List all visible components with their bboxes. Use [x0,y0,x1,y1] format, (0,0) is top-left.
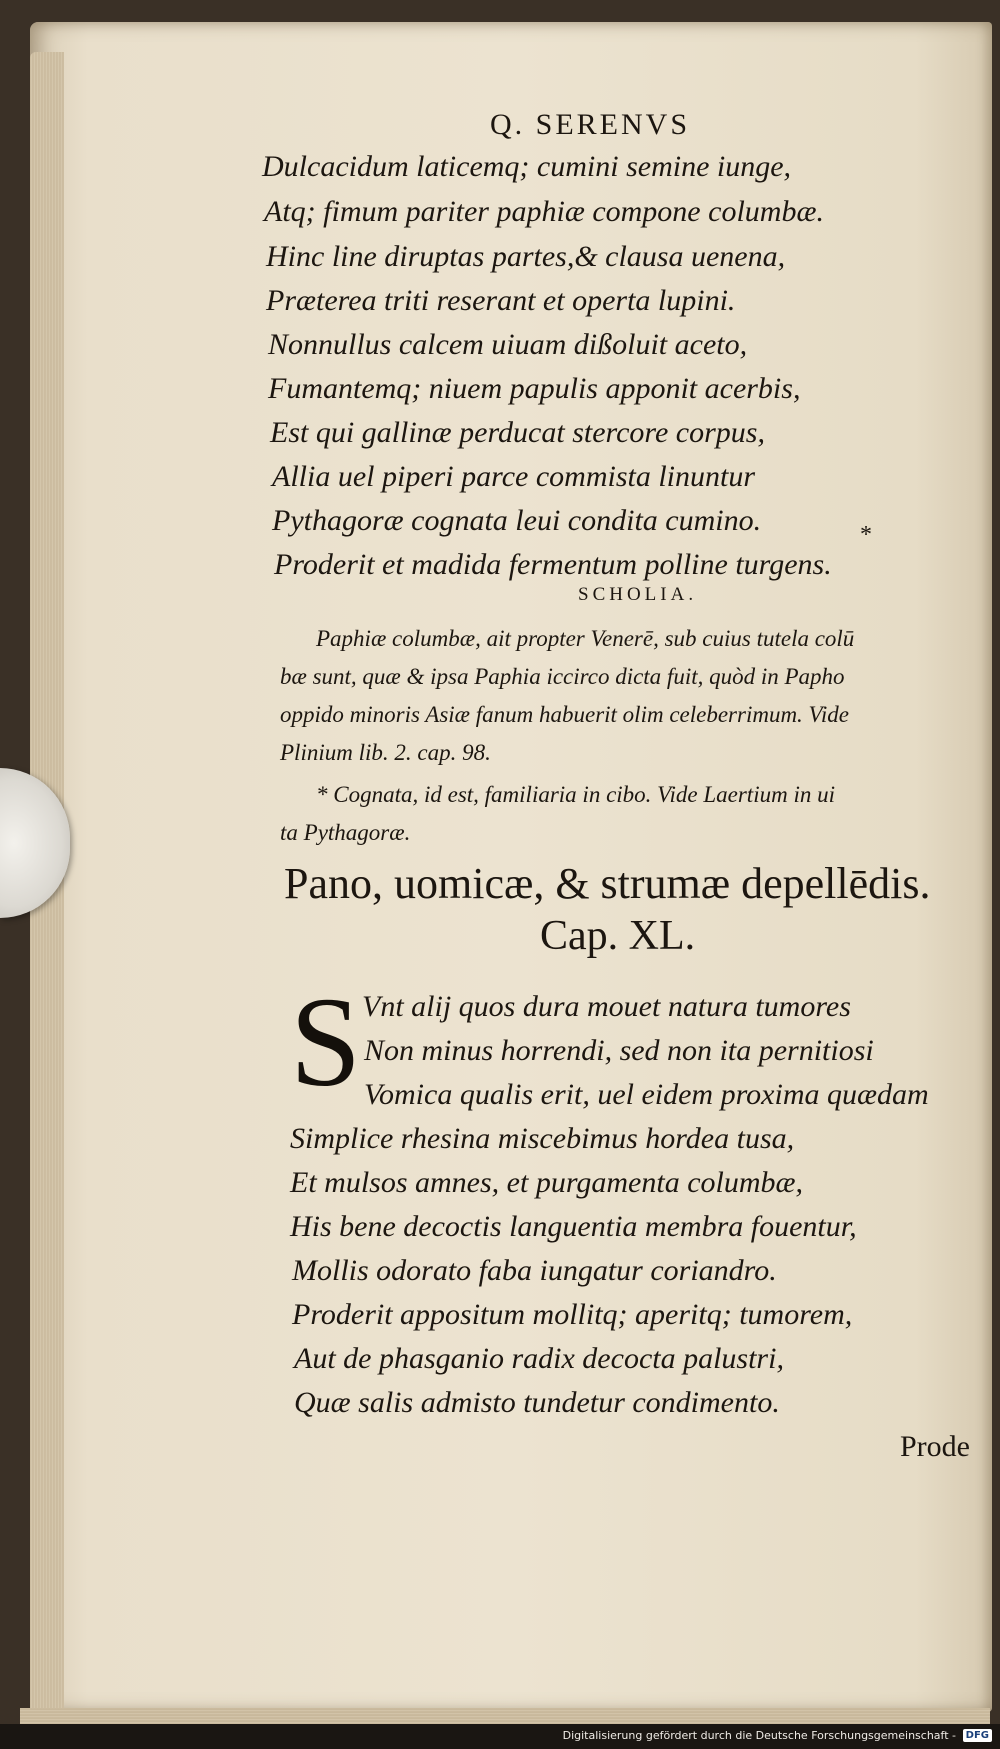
verse-line: Vnt alij quos dura mouet natura tumores [362,990,851,1023]
verse-line: Dulcacidum laticemq; cumini semine iunge, [262,150,792,183]
verse-line: Præterea triti reserant et operta lupini. [266,284,736,317]
chapter-title: Pano, uomicæ, & strumæ depellēdis. [284,859,931,908]
running-header: Q. SERENVS [490,108,691,141]
note-mark: * [860,522,872,548]
verse-line: Quæ salis admisto tundetur condimento. [294,1386,780,1419]
verse-line: Pythagoræ cognata leui condita cumino. [272,504,762,537]
scholia-line: ta Pythagoræ. [280,820,411,845]
verse-line: Non minus horrendi, sed non ita pernitiosi [364,1034,874,1067]
drop-cap-initial: S [290,971,362,1113]
verse-line: Proderit et madida fermentum polline turgens. [274,548,832,581]
scholia-line: bæ sunt, quæ & ipsa Paphia iccirco dicta fuit, quòd in Papho [280,664,845,689]
dfg-logo: DFG [963,1729,992,1742]
verse-line: Fumantemq; niuem papulis apponit acerbis, [268,372,801,405]
digitization-footer [0,1724,1000,1749]
scholia-line: Plinium lib. 2. cap. 98. [280,740,491,765]
verse-line: Proderit appositum mollitq; aperitq; tumorem, [292,1298,853,1331]
scholia-heading: SCHOLIA. [578,584,698,605]
verse-line: Est qui gallinæ perducat stercore corpus, [270,416,765,449]
scholia-line: oppido minoris Asiæ fanum habuerit olim celeberrimum. Vide [280,702,850,727]
verse-line: Nonnullus calcem uiuam dißoluit aceto, [268,328,748,361]
catchword: Prode [900,1430,970,1463]
chapter-number: Cap. XL. [540,913,696,959]
verse-line: Simplice rhesina miscebimus hordea tusa, [290,1122,795,1155]
footer-credit: Digitalisierung gefördert durch die Deutsche Forschungsgemeinschaft - [562,1729,956,1742]
verse-line: Mollis odorato faba iungatur coriandro. [292,1254,777,1287]
scholia-line: Paphiæ columbæ, ait propter Venerē, sub cuius tutela colū [316,626,855,651]
verse-line: Vomica qualis erit, uel eidem proxima quædam [364,1078,929,1111]
verse-line: Aut de phasganio radix decocta palustri, [294,1342,784,1375]
scholia-line: * Cognata, id est, familiaria in cibo. Vide Laertium in ui [316,782,835,807]
verse-line: Hinc line diruptas partes,& clausa uenena, [266,240,786,273]
verse-line: Atq; fimum pariter paphiæ compone columbæ. [264,195,824,228]
page-edges-bottom [20,1708,990,1724]
verse-line: His bene decoctis languentia membra fouentur, [290,1210,857,1243]
verse-line: Et mulsos amnes, et purgamenta columbæ, [290,1166,804,1199]
verse-line: Allia uel piperi parce commista linuntur [272,460,756,493]
